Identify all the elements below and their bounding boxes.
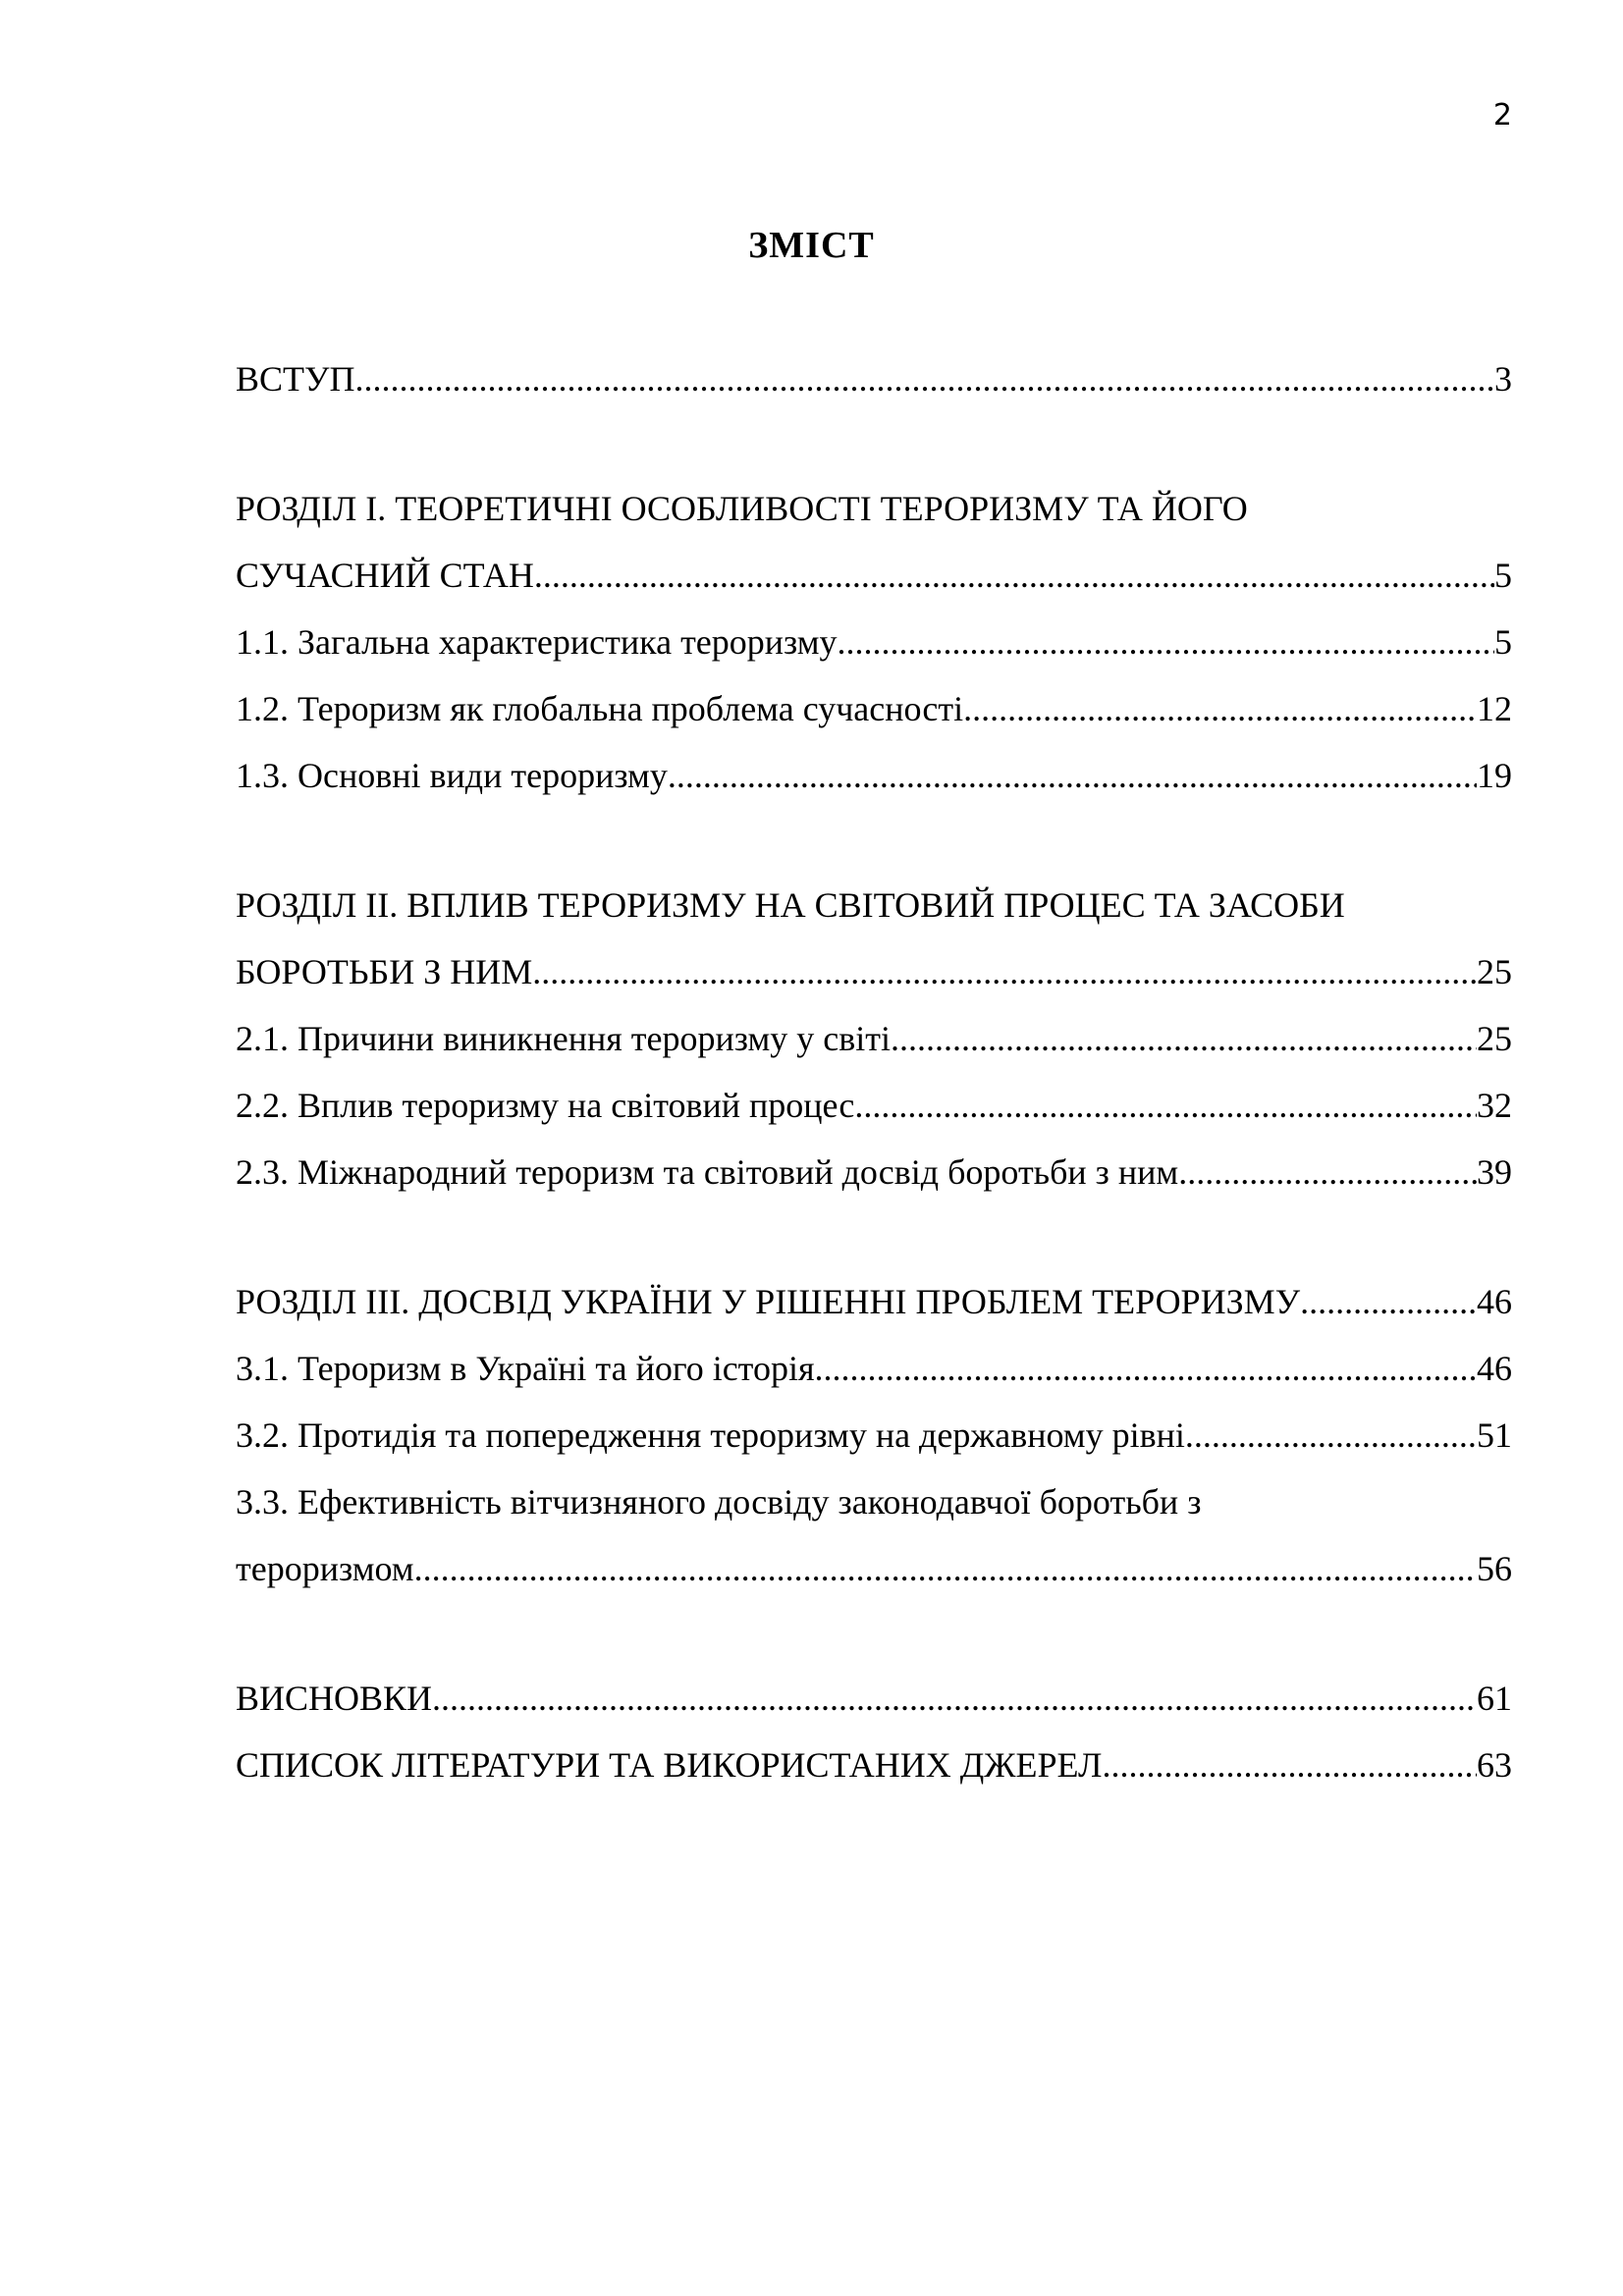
toc-page-number: 46	[1477, 1349, 1512, 1388]
toc-section-2-heading-cont[interactable]	[236, 946, 1512, 997]
toc-entry-text: 2.3. Міжнародний тероризм та світовий досвід боротьби з ним	[236, 1152, 1179, 1192]
toc-page-number: 32	[1477, 1086, 1512, 1125]
toc-entry-1-1[interactable]	[236, 616, 1512, 667]
toc-section-2-heading[interactable]	[236, 880, 1512, 931]
toc-page-number: 5	[1494, 622, 1512, 662]
toc-entry-text: ВИСНОВКИ	[236, 1679, 433, 1718]
toc-entry-references[interactable]	[236, 1739, 1512, 1790]
dot-leader	[668, 750, 1477, 801]
page-number: 2	[1492, 98, 1512, 133]
toc-entry-text: СПИСОК ЛІТЕРАТУРИ ТА ВИКОРИСТАНИХ ДЖЕРЕЛ	[236, 1745, 1103, 1785]
toc-entry-text: 2.2. Вплив тероризму на світовий процес	[236, 1086, 855, 1125]
toc-entry-text: 1.3. Основні види тероризму	[236, 756, 668, 795]
toc-page-number: 25	[1477, 1019, 1512, 1058]
toc-entry-text: РОЗДІЛ ІІІ. ДОСВІД УКРАЇНИ У РІШЕННІ ПРОБЛЕМ ТЕРОРИЗМУ	[236, 1282, 1301, 1321]
toc-entry-2-3[interactable]	[236, 1147, 1512, 1198]
dot-leader	[963, 683, 1477, 734]
toc-page-number: 56	[1477, 1549, 1512, 1588]
toc-page-number: 5	[1494, 556, 1512, 595]
toc-section-1-heading[interactable]	[236, 483, 1512, 534]
toc-entry-conclusions[interactable]	[236, 1673, 1512, 1724]
dot-leader	[532, 946, 1477, 997]
dot-leader	[1102, 1739, 1477, 1790]
toc-entry-3-1[interactable]	[236, 1343, 1512, 1394]
dot-leader	[1178, 1147, 1477, 1198]
toc-page-number: 3	[1494, 359, 1512, 399]
toc-page-number: 19	[1477, 756, 1512, 795]
toc-entry-text: ВСТУП	[236, 359, 355, 399]
toc-entry-3-2[interactable]	[236, 1410, 1512, 1461]
toc-section-1-heading-cont[interactable]	[236, 550, 1512, 601]
toc-entry-intro[interactable]	[236, 353, 1512, 404]
toc-page-number: 63	[1477, 1745, 1512, 1785]
toc-title: ЗМІСТ	[748, 225, 875, 266]
toc-entry-text: 2.1. Причини виникнення тероризму у світі	[236, 1019, 891, 1058]
toc-page-number: 51	[1477, 1415, 1512, 1455]
toc-section-3-heading[interactable]	[236, 1276, 1512, 1327]
toc-page-number: 25	[1477, 952, 1512, 991]
dot-leader	[838, 616, 1494, 667]
toc-entry-text: 1.2. Тероризм як глобальна проблема сучасності	[236, 689, 964, 728]
toc-entry-1-3[interactable]	[236, 750, 1512, 801]
dot-leader	[854, 1080, 1477, 1131]
toc-entry-text: РОЗДІЛ ІІ. ВПЛИВ ТЕРОРИЗМУ НА СВІТОВИЙ ПРОЦЕС ТА ЗАСОБИ	[236, 885, 1345, 925]
toc-entry-text: СУЧАСНИЙ СТАН	[236, 556, 534, 595]
toc-entry-text: 1.1. Загальна характеристика тероризму	[236, 622, 838, 662]
dot-leader	[1300, 1276, 1477, 1327]
toc-entry-1-2[interactable]	[236, 683, 1512, 734]
dot-leader	[355, 353, 1495, 404]
toc-page-number: 39	[1477, 1152, 1512, 1192]
dot-leader	[891, 1013, 1477, 1064]
toc-entry-text: БОРОТЬБИ З НИМ	[236, 952, 533, 991]
toc-entry-3-3[interactable]	[236, 1476, 1512, 1527]
toc-entry-text: РОЗДІЛ І. ТЕОРЕТИЧНІ ОСОБЛИВОСТІ ТЕРОРИЗМУ ТА ЙОГО	[236, 489, 1248, 528]
toc-page-number: 12	[1477, 689, 1512, 728]
toc-entry-text: тероризмом	[236, 1549, 414, 1588]
dot-leader	[815, 1343, 1478, 1394]
toc-entry-2-1[interactable]	[236, 1013, 1512, 1064]
toc-entry-3-3-cont[interactable]	[236, 1543, 1512, 1594]
toc-entry-text: 3.1. Тероризм в Україні та його історія	[236, 1349, 815, 1388]
dot-leader	[1185, 1410, 1477, 1461]
dot-leader	[414, 1543, 1477, 1594]
dot-leader	[534, 550, 1494, 601]
dot-leader	[432, 1673, 1477, 1724]
toc-entry-2-2[interactable]	[236, 1080, 1512, 1131]
toc-entry-text: 3.3. Ефективність вітчизняного досвіду законодавчої боротьби з	[236, 1482, 1202, 1522]
toc-entry-text: 3.2. Протидія та попередження тероризму на державному рівні	[236, 1415, 1185, 1455]
toc-page-number: 61	[1477, 1679, 1512, 1718]
toc-page-number: 46	[1477, 1282, 1512, 1321]
